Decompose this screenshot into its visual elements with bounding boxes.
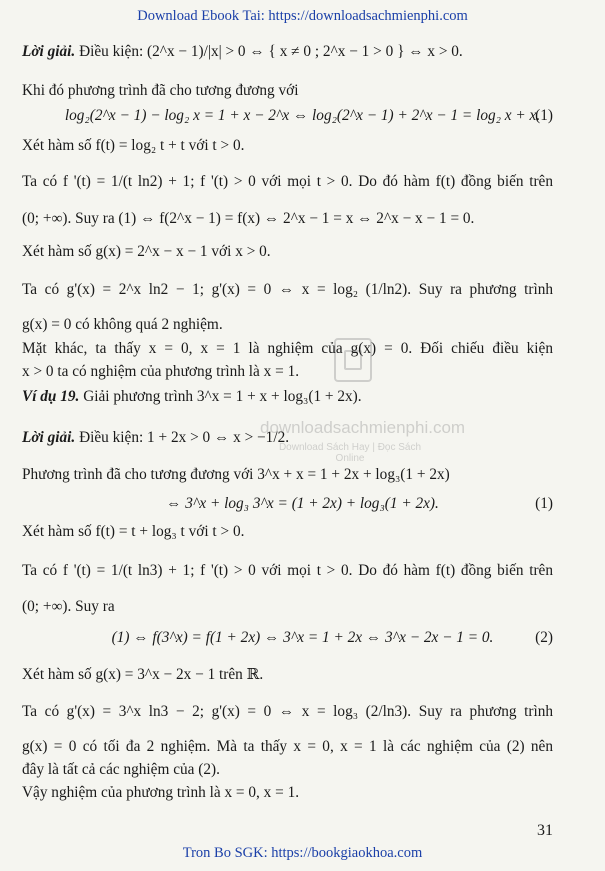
- text-line: Ta có f '(t) = 1/(t ln2) + 1; f '(t) > 0 với mọi t > 0. Do đó hàm f(t) đồng biến trên: [22, 173, 553, 190]
- text-line: Xét hàm số g(x) = 3^x − 2x − 1 trên ℝ.: [22, 666, 264, 683]
- text-line: Xét hàm số g(x) = 2^x − x − 1 với x > 0.: [22, 243, 271, 260]
- text-line: Mặt khác, ta thấy x = 0, x = 1 là nghiệm của g(x) = 0. Đối chiếu điều kiện: [22, 340, 553, 357]
- text-line: Lời giải. Điều kiện: (2^x − 1)/|x| > 0 ⇔ { x ≠ 0 ; 2^x − 1 > 0 } ⇔ x > 0.: [22, 43, 463, 60]
- text-line: Ta có f '(t) = 1/(t ln3) + 1; f '(t) > 0 với mọi t > 0. Do đó hàm f(t) đồng biến trên: [22, 562, 553, 579]
- example-label: Ví dụ 19.: [22, 388, 80, 405]
- equation-tag: (2): [535, 629, 553, 646]
- solution-label: Lời giải.: [22, 43, 76, 60]
- solution-label: Lời giải.: [22, 429, 76, 446]
- header-link[interactable]: Download Ebook Tai: https://downloadsachmienphi.com: [137, 8, 468, 24]
- text-line: đây là tất cả các nghiệm của (2).: [22, 761, 220, 778]
- watermark-site: downloadsachmienphi.com: [260, 418, 466, 437]
- text-line: Phương trình đã cho tương đương với 3^x + x = 1 + 2x + log₃(1 + 2x): [22, 466, 450, 483]
- equation-line: log₂(2^x − 1) − log₂ x = 1 + x − 2^x ⇔ log₂(2^x − 1) + 2^x − 1 = log₂ x + x. (1): [64, 107, 553, 124]
- text-line: g(x) = 0 có không quá 2 nghiệm.: [22, 316, 223, 333]
- text-line: Lời giải. Điều kiện: 1 + 2x > 0 ⇔ x > −1/2.: [22, 429, 290, 446]
- text-line: Khi đó phương trình đã cho tương đương với: [22, 82, 299, 99]
- text-line: Ta có g'(x) = 3^x ln3 − 2; g'(x) = 0 ⇔ x = log₃ (2/ln3). Suy ra phương trình: [22, 703, 553, 720]
- text-line: Ta có g'(x) = 2^x ln2 − 1; g'(x) = 0 ⇔ x = log₂ (1/ln2). Suy ra phương trình: [22, 281, 553, 298]
- footer-link[interactable]: Tron Bo SGK: https://bookgiaokhoa.com: [182, 845, 423, 861]
- example-line: Ví dụ 19. Giải phương trình 3^x = 1 + x + log₃(1 + 2x).: [22, 388, 362, 405]
- page-number: 31: [537, 822, 553, 839]
- watermark-subtitle: Download Sách Hay | Đọc Sách Online: [278, 442, 422, 464]
- text-line: g(x) = 0 có tối đa 2 nghiệm. Mà ta thấy x = 0, x = 1 là các nghiệm của (2) nên: [22, 738, 553, 755]
- equation-tag: (1): [535, 495, 553, 512]
- text-line: Xét hàm số f(t) = t + log₃ t với t > 0.: [22, 523, 245, 540]
- equation-tag: (1): [535, 107, 553, 124]
- text-line: Xét hàm số f(t) = log₂ t + t với t > 0.: [22, 137, 245, 154]
- text-line: Vậy nghiệm của phương trình là x = 0, x = 1.: [22, 784, 300, 801]
- equation-line: (1) ⇔ f(3^x) = f(1 + 2x) ⇔ 3^x = 1 + 2x ⇔ 3^x − 2x − 1 = 0. (2): [111, 629, 553, 646]
- text-line: x > 0 ta có nghiệm của phương trình là x = 1.: [22, 363, 300, 380]
- text-line: (0; +∞). Suy ra (1) ⇔ f(2^x − 1) = f(x) ⇔ 2^x − 1 = x ⇔ 2^x − x − 1 = 0.: [22, 210, 475, 227]
- text-line: (0; +∞). Suy ra: [22, 598, 115, 615]
- equation-line: ⇔ 3^x + log₃ 3^x = (1 + 2x) + log₃(1 + 2x). (1): [166, 495, 553, 512]
